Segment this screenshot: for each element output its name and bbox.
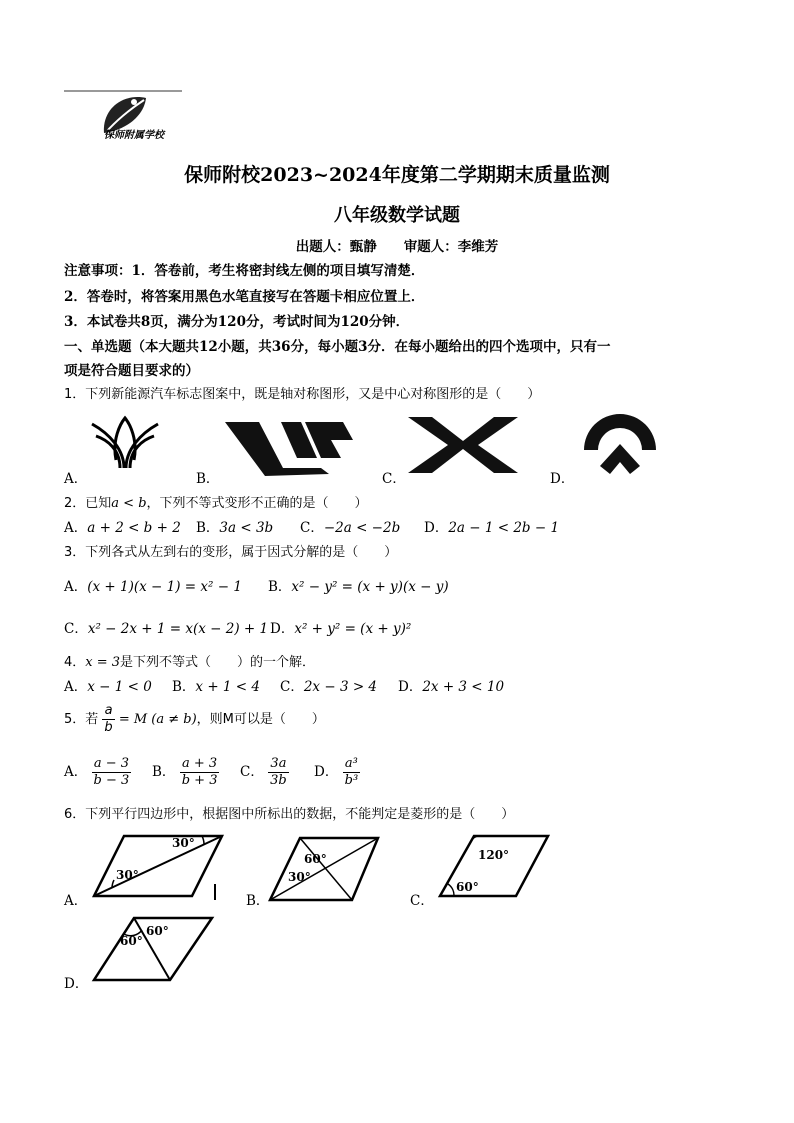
q5-option-a: A． $\frac{a - 3}{b - 3}$ (64, 756, 130, 788)
q5-suffix: ，则M可以是（ ） (196, 712, 325, 727)
q5-prefix: 5．若 (64, 712, 99, 727)
q1-label-b: B． (196, 471, 220, 487)
q3-option-a: A．(x + 1)(x − 1) = x² − 1 (64, 579, 242, 595)
q3-option-d: D．x² + y² = (x + y)² (270, 621, 412, 637)
parallelogram-a-figure (94, 832, 224, 902)
note-3: 3．本试卷共8页，满分为120分，考试时间为120分钟． (64, 314, 410, 330)
q3-stem: 3．下列各式从左到右的变形，属于因式分解的是（ ） (64, 545, 398, 560)
angle-b-bottom: 30° (288, 870, 311, 884)
q6-label-b: B． (246, 893, 270, 909)
q2-option-c: C．−2a < −2b (300, 520, 401, 536)
q5-stem (64, 702, 325, 738)
school-logo (64, 88, 194, 144)
q4-suffix: 是下列不等式（ ）的一个解． (120, 655, 316, 670)
logo-text: 保师附属学校 (104, 130, 164, 141)
q2-prefix: 2．已知 (64, 496, 112, 511)
exam-title: 保师附校2023~2024年度第二学期期末质量监测 (184, 164, 610, 186)
q4-option-b: B．x + 1 < 4 (172, 679, 261, 695)
q3-option-b: B．x² − y² = (x + y)(x − y) (268, 579, 449, 595)
q6-label-a: A． (64, 893, 88, 909)
angle-d-right: 60° (146, 924, 169, 938)
q1-stem: 1．下列新能源汽车标志图案中，既是轴对称图形，又是中心对称图形的是（ ） (64, 387, 541, 402)
note-1: 注意事项：1．答卷前，考生将密封线左侧的项目填写清楚． (64, 263, 425, 279)
logo-option-b-icon (225, 418, 355, 478)
figure-a-mark (214, 884, 216, 900)
angle-a-bottom: 30° (116, 868, 139, 882)
logo-option-c-icon (408, 415, 518, 475)
q5-option-c: C． $\frac{3a}{3b}$ (240, 756, 287, 788)
q4-option-c: C．2x − 3 > 4 (280, 679, 378, 695)
q2-option-a: A．a + 2 < b + 2 (64, 520, 181, 536)
angle-d-left: 60° (120, 934, 143, 948)
exam-subject: 八年级数学试题 (334, 205, 460, 226)
note-2: 2．答卷时，将答案用黑色水笔直接写在答题卡相应位置上． (64, 289, 425, 305)
exam-authors: 出题人：甄静 审题人：李维芳 (295, 239, 499, 255)
q4-stem: 4．x = 3是下列不等式（ ）的一个解． (64, 655, 316, 670)
logo-option-a-icon (90, 410, 160, 470)
q6-stem: 6．下列平行四边形中，根据图中所标出的数据，不能判定是菱形的是（ ） (64, 807, 515, 822)
q2-option-b: B．3a < 3b (196, 520, 274, 536)
parallelogram-b-figure (270, 834, 380, 904)
q4-condition: x = 3 (85, 655, 121, 670)
q1-label-a: A． (64, 471, 88, 487)
logo-option-d-icon (580, 410, 660, 476)
q6-label-d: D． (64, 976, 89, 992)
section-heading-cont: 项是符合题目要求的） (64, 363, 199, 379)
q5-option-b: B． $\frac{a + 3}{b + 3}$ (152, 756, 218, 788)
q3-option-c: C．x² − 2x + 1 = x(x − 2) + 1 (64, 621, 269, 637)
angle-c-bottom: 60° (456, 880, 479, 894)
q1-label-c: C． (382, 471, 406, 487)
q5-mid: = M (a ≠ b) (118, 712, 197, 727)
q2-option-d: D．2a − 1 < 2b − 1 (424, 520, 560, 536)
q4-option-d: D．2x + 3 < 10 (398, 679, 505, 695)
angle-a-top: 30° (172, 836, 195, 850)
q5-option-d: D． $\frac{\text{a³}}{\text{b³}}$ (314, 756, 359, 788)
angle-c-top: 120° (478, 848, 510, 862)
q5-fraction: $\frac{a}{b}$ (104, 703, 113, 735)
q2-condition: a < b (111, 496, 147, 511)
q1-label-d: D． (550, 471, 575, 487)
angle-b-top: 60° (304, 852, 327, 866)
q6-label-c: C． (410, 893, 434, 909)
section-heading: 一、单选题（本大题共12小题，共36分，每小题3分．在每小题给出的四个选项中，只有一 (64, 339, 611, 355)
q2-suffix: ，下列不等式变形不正确的是（ ） (146, 496, 368, 511)
q4-option-a: A．x − 1 < 0 (64, 679, 152, 695)
q2-stem (64, 495, 368, 513)
